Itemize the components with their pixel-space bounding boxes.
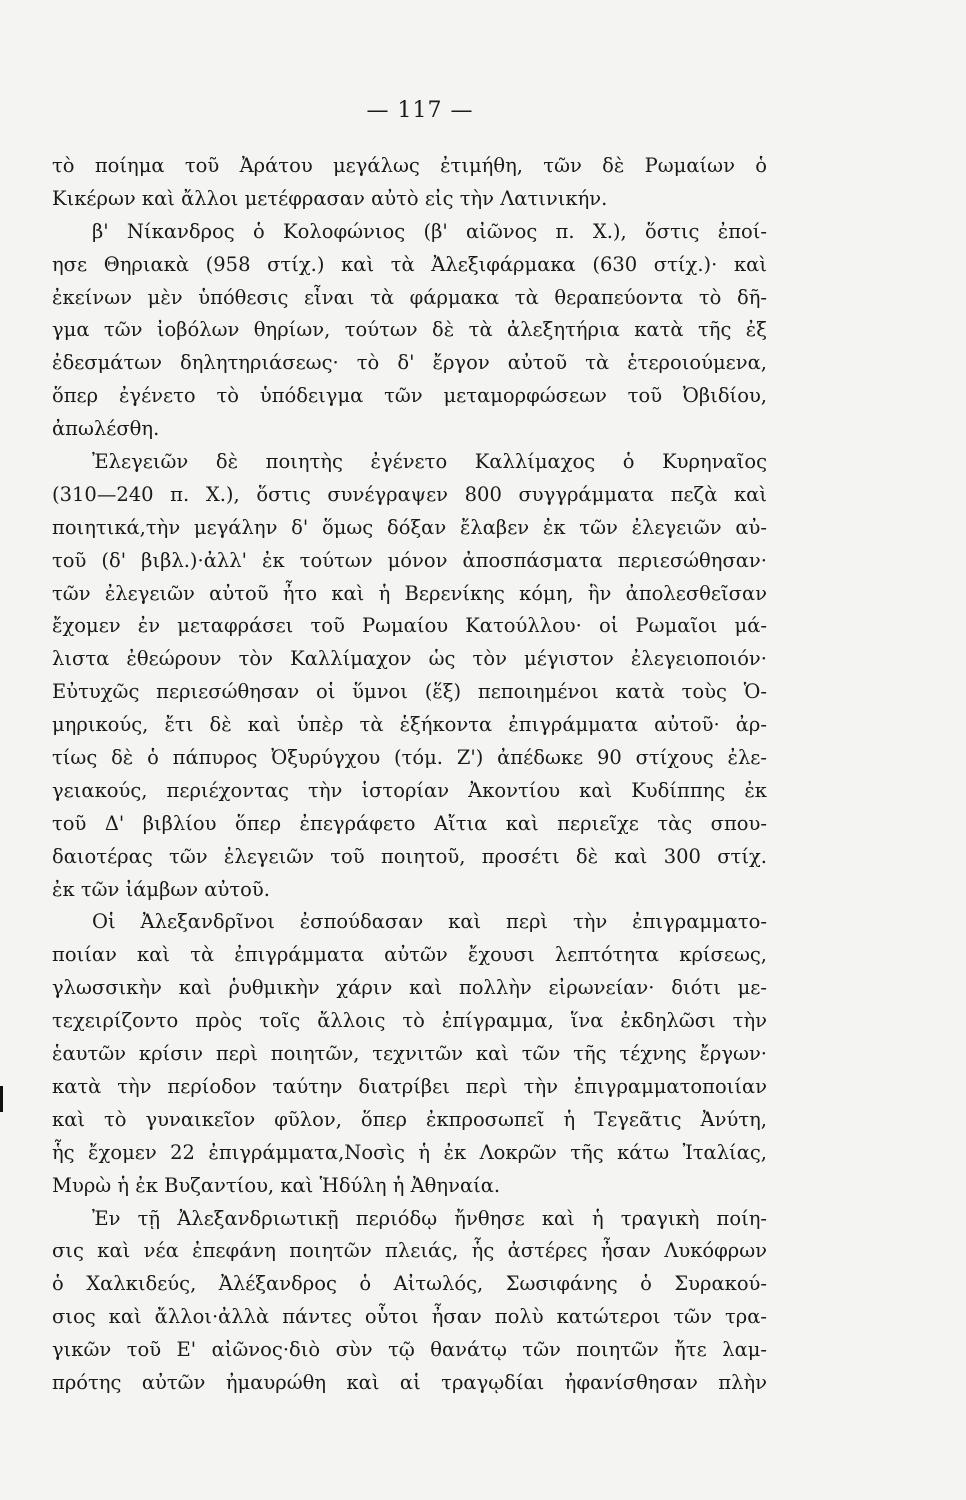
text-line: β' Νίκανδρος ὁ Κολοφώνιος (β' αἰῶνος π. Χ.), ὅστις ἐποί- (92, 219, 767, 243)
text-line: τοῦ (δ' βιβλ.)·ἀλλ' ἐκ τούτων μόνον ἀποσπάσματα περιεσώθησαν· (52, 548, 767, 572)
text-line: Ἐν τῇ Ἀλεξανδριωτικῇ περιόδῳ ἤνθησε καὶ ἡ τραγικὴ ποίη- (92, 1206, 767, 1230)
text-line: ἐκείνων μὲν ὑπόθεσις εἶναι τὰ φάρμακα τὰ θεραπεύοντα τὸ δῆ- (52, 285, 767, 309)
text-line: γικῶν τοῦ Ε' αἰῶνος·διὸ σὺν τῷ θανάτῳ τῶν ποιητῶν ἤτε λαμ- (52, 1338, 767, 1362)
body-text (52, 150, 767, 1400)
text-line: τὸ ποίημα τοῦ Ἀράτου μεγάλως ἐτιμήθη, τῶν δὲ Ρωμαίων ὁ (52, 154, 767, 177)
page-number: — 117 — (366, 98, 474, 123)
page-edge-mark (0, 1086, 3, 1112)
text-line: (310—240 π. Χ.), ὅστις συνέγραψεν 800 συγγράμματα πεζὰ καὶ (52, 482, 767, 506)
text-line: Εὐτυχῶς περιεσώθησαν οἱ ὕμνοι (ἕξ) πεποιημένοι κατὰ τοὺς Ὁ- (52, 680, 767, 704)
text-line: Οἱ Ἀλεξανδρῖνοι ἐσπούδασαν καὶ περὶ τὴν ἐπιγραμματο- (92, 910, 767, 934)
text-line: ἑαυτῶν κρίσιν περὶ ποιητῶν, τεχνιτῶν καὶ τῶν τῆς τέχνης ἔργων· (52, 1042, 767, 1066)
text-line: τῶν ἐλεγειῶν αὐτοῦ ἦτο καὶ ἡ Βερενίκης κόμη, ἣν ἀπολεσθεῖσαν (52, 581, 767, 605)
text-line: τίως δὲ ὁ πάπυρος Ὀξυρύγχου (τόμ. Ζ') ἀπέδωκε 90 στίχους ἐλε- (52, 746, 767, 770)
text-line: λιστα ἐθεώρουν τὸν Καλλίμαχον ὡς τὸν μέγιστον ἐλεγειοποιόν· (52, 647, 767, 671)
text-line: γειακούς, περιέχοντας τὴν ἱστορίαν Ἀκοντίου καὶ Κυδίππης ἐκ (52, 778, 767, 802)
text-line: τεχειρίζοντο πρὸς τοῖς ἄλλοις τὸ ἐπίγραμμα, ἵνα ἐκδηλῶσι τὴν (52, 1009, 767, 1033)
text-line: γμα τῶν ἰοβόλων θηρίων, τούτων δὲ τὰ ἀλεξητήρια κατὰ τῆς ἐξ (52, 318, 767, 342)
text-line: ησε Θηριακὰ (958 στίχ.) καὶ τὰ Ἀλεξιφάρμακα (630 στίχ.)· καὶ (52, 252, 767, 276)
text-line: σιος καὶ ἄλλοι·ἀλλὰ πάντες οὗτοι ἦσαν πολὺ κατώτεροι τῶν τρα- (52, 1305, 767, 1329)
text-line: γλωσσικὴν καὶ ῥυθμικὴν χάριν καὶ πολλὴν εἰρωνείαν· διότι με- (52, 976, 767, 1000)
text-line: ἀπωλέσθη. (52, 417, 160, 441)
text-line: Κικέρων καὶ ἄλλοι μετέφρασαν αὐτὸ εἰς τὴν Λατινικήν. (52, 186, 608, 210)
text-line: ὁ Χαλκιδεύς, Ἀλέξανδρος ὁ Αἰτωλός, Σωσιφάνης ὁ Συρακού- (52, 1272, 767, 1296)
text-line: τοῦ Δ' βιβλίου ὅπερ ἐπεγράφετο Αἴτια καὶ περιεῖχε τὰς σπου- (52, 811, 767, 835)
text-line: ἔχομεν ἐν μεταφράσει τοῦ Ρωμαίου Κατούλλου· οἱ Ρωμαῖοι μά- (52, 614, 767, 638)
text-line: ποιητικά,τὴν μεγάλην δ' ὅμως δόξαν ἔλαβεν ἐκ τῶν ἐλεγειῶν αὐ- (52, 515, 767, 539)
text-line: πρότης αὐτῶν ἠμαυρώθη καὶ αἱ τραγῳδίαι ἠφανίσθησαν πλὴν (52, 1370, 767, 1394)
text-line: ἧς ἔχομεν 22 ἐπιγράμματα,Νοσὶς ἡ ἐκ Λοκρῶν τῆς κάτω Ἰταλίας, (52, 1140, 767, 1164)
text-line: ἐκ τῶν ἰάμβων αὐτοῦ. (52, 877, 270, 901)
text-line: κατὰ τὴν περίοδον ταύτην διατρίβει περὶ τὴν ἐπιγραμματοποιίαν (52, 1074, 767, 1098)
text-line: καὶ τὸ γυναικεῖον φῦλον, ὅπερ ἐκπροσωπεῖ ἡ Τεγεᾶτις Ἀνύτη, (52, 1107, 767, 1131)
text-line: ὅπερ ἐγένετο τὸ ὑπόδειγμα τῶν μεταμορφώσεων τοῦ Ὀβιδίου, (52, 384, 767, 408)
text-line: δαιοτέρας τῶν ἐλεγειῶν τοῦ ποιητοῦ, προσέτι δὲ καὶ 300 στίχ. (52, 844, 767, 868)
text-line: ποιίαν καὶ τὰ ἐπιγράμματα αὐτῶν ἔχουσι λεπτότητα κρίσεως, (52, 943, 767, 967)
text-line: μηρικούς, ἔτι δὲ καὶ ὑπὲρ τὰ ἑξήκοντα ἐπιγράμματα αὐτοῦ· ἀρ- (52, 713, 767, 737)
text-line: Ἐλεγειῶν δὲ ποιητὴς ἐγένετο Καλλίμαχος ὁ Κυρηναῖος (92, 450, 767, 474)
text-line: σις καὶ νέα ἐπεφάνη ποιητῶν πλειάς, ἧς ἀστέρες ἦσαν Λυκόφρων (52, 1239, 767, 1263)
text-line: ἐδεσμάτων δηλητηριάσεως· τὸ δ' ἔργον αὐτοῦ τὰ ἑτεροιούμενα, (52, 351, 767, 375)
text-line: Μυρὼ ἡ ἐκ Βυζαντίου, καὶ Ἡδύλη ἡ Ἀθηναία. (52, 1173, 501, 1197)
